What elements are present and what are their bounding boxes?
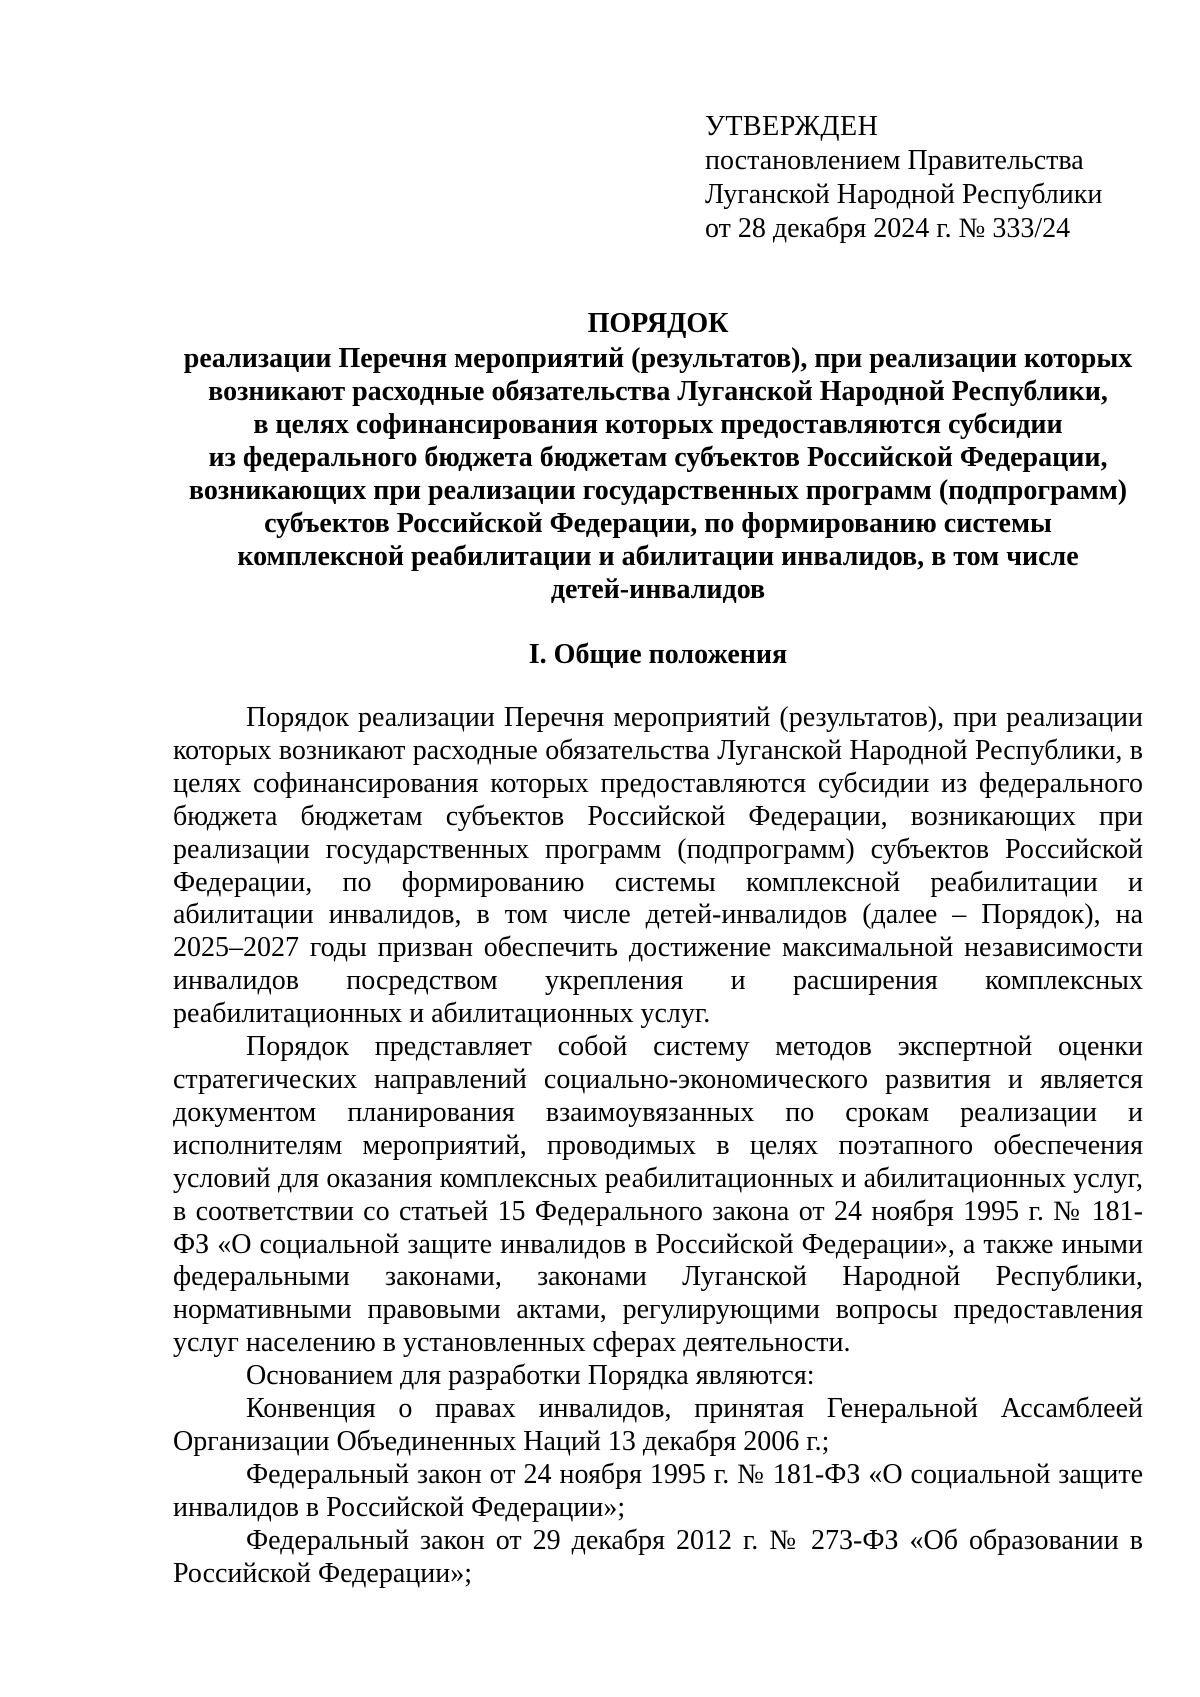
approval-line: постановлением Правительства [705,145,1084,176]
document-title [150,307,1166,606]
title-line: реализации Перечня мероприятий (результатов), при реализации которых [183,343,1133,374]
title-line: возникающих при реализации государственных программ (подпрограмм) [188,475,1128,506]
body-paragraph: Порядок представляет собой систему методов экспертной оценки стратегических направлений социально-экономического развития и является документом планирования взаимоувязанных по срокам реализации и исполнителям мероприятий, проводимых в целях поэтапного обеспечения условий для оказания комплексных реабилитационных и абилитационных услуг, в соответствии со статьей 15 Федерального закона от 24 ноября 1995 г. № 181-ФЗ «О социальной защите инвалидов в Российской Федерации», а также иными федеральными законами, законами Луганской Народной Республики, нормативными правовыми актами, регулирующими вопросы предоставления услуг населению в установленных сферах деятельности. [173,1031,1143,1359]
approval-line: от 28 декабря 2024 г. № 333/24 [705,213,1071,244]
document-body [173,702,1143,1590]
title-line: комплексной реабилитации и абилитации инвалидов, в том числе [237,541,1079,572]
title-line: субъектов Российской Федерации, по формированию системы [264,508,1052,539]
title-line: возникают расходные обязательства Луганской Народной Республики, [208,376,1108,407]
body-paragraph: Федеральный закон от 24 ноября 1995 г. № 181-ФЗ «О социальной защите инвалидов в Российской Федерации»; [173,1458,1143,1523]
title-line: из федерального бюджета бюджетам субъектов Российской Федерации, [208,442,1108,473]
title-main: ПОРЯДОК [587,308,729,339]
approval-block [705,110,1165,246]
body-paragraph: Федеральный закон от 29 декабря 2012 г. № 273-ФЗ «Об образовании в Российской Федерации»; [173,1524,1143,1589]
body-paragraph: Основанием для разработки Порядка являются: [246,1360,815,1392]
approval-line: Луганской Народной Республики [705,179,1103,210]
title-line: детей-инвалидов [550,574,766,605]
section-heading: I. Общие положения [528,639,788,670]
approval-heading: УТВЕРЖДЕН [705,111,879,142]
body-paragraph: Конвенция о правах инвалидов, принятая Генеральной Ассамблеей Организации Объединенных Наций 13 декабря 2006 г.; [173,1393,1143,1457]
body-paragraph: Порядок реализации Перечня мероприятий (результатов), при реализации которых возникают расходные обязательства Луганской Народной Республики, в целях софинансирования которых предоставляются субсидии из федерального бюджета бюджетам субъектов Российской Федерации, возникающих при реализации государственных программ (подпрограмм) субъектов Российской Федерации, по формированию системы комплексной реабилитации и абилитации инвалидов, в том числе детей-инвалидов (далее – Порядок), на 2025–2027 годы призван обеспечить достижение максимальной независимости инвалидов посредством укрепления и расширения комплексных реабилитационных и абилитационных услуг. [173,702,1143,1030]
title-line: в целях софинансирования которых предоставляются субсидии [253,409,1063,440]
